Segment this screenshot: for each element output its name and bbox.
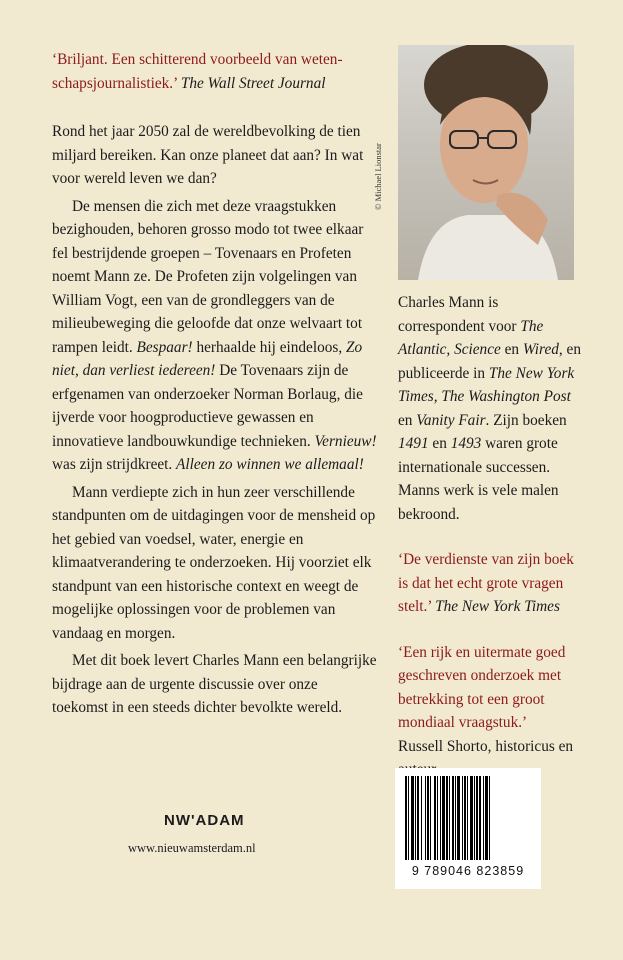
review-quote-nyt-source: The New York Times — [435, 598, 560, 615]
review-quote-shorto-text: ‘Een rijk en uitermate goed geschreven onderzoek met betrekking tot een groot mondiaal vraagstuk.’ — [398, 643, 566, 731]
blurb-p2-italic-f: Vernieuw! — [314, 432, 377, 450]
photo-credit: © Michael Lionstar — [373, 143, 383, 210]
bio-g: en — [398, 411, 413, 429]
blurb-p2-text-a: De mensen die zich met deze vraagstukken bezighouden, behoren grosso modo tot twee elkaar fel bestrijdende groepen – Tovenaars en Profeten noemt Mann ze. De Profeten zijn volgelingen van William Vogt, een van de grondleggers van de milieubeweging die geloofde dat onze welvaart tot rampen leidt. — [52, 197, 364, 356]
blurb-p2-italic-b: Bespaar! — [136, 338, 193, 356]
bio-f: The New York Times, The Washington Post — [398, 364, 575, 405]
author-bio — [398, 291, 583, 526]
review-quote-shorto-author: Russell Shorto, historicus en — [398, 737, 574, 755]
top-quote — [52, 48, 377, 95]
blurb — [52, 120, 377, 720]
blurb-paragraph-2 — [52, 195, 377, 477]
top-quote-text-2: schapsjournalistiek.’ — [52, 74, 178, 92]
bio-b: The Atlantic, Science — [398, 317, 544, 358]
author-portrait-icon — [398, 45, 574, 280]
review-quote-nyt-text: ‘De verdienste van zijn boek is dat het echt grote vragen stelt.’ — [398, 551, 574, 615]
blurb-p2-italic-d: Zo niet, dan verliest iedereen! — [52, 338, 363, 379]
bio-a: Charles Mann is correspondent voor — [398, 294, 517, 335]
author-column — [398, 291, 583, 782]
blurb-p2-text-c: herhaalde hij eindeloos, — [196, 338, 343, 356]
bio-i: . Zijn boeken — [485, 411, 567, 429]
barcode — [395, 768, 541, 889]
blurb-paragraph-3: Mann verdiepte zich in hun zeer verschillende standpunten om de uitdagingen voor de mensheid op het gebied van voedsel, water, energie en klimaatverandering te onderzoeken. Hij voorziet elk standpunt van een historische context en weegt de mogelijke oplossingen voor de problemen van vandaag en morgen. — [52, 483, 376, 642]
author-photo — [398, 45, 574, 280]
isbn-number: 9 789046 823859 — [411, 864, 525, 878]
bio-c: en — [504, 341, 520, 358]
barcode-bars — [403, 776, 533, 862]
bio-h: Vanity Fair — [416, 411, 486, 429]
bio-d: Wired — [522, 341, 559, 358]
bio-m: waren grote internationale successen. Manns werk is vele malen bekroond. — [398, 435, 559, 523]
bio-e: , en publiceerde in — [398, 341, 581, 382]
bio-j: 1491 — [398, 435, 429, 452]
blurb-p2-text-g: was zijn strijdkreet. — [52, 456, 173, 473]
publisher-logo: NW'ADAM — [164, 812, 245, 829]
bio-k: en — [432, 435, 447, 452]
review-quote-nyt — [398, 548, 583, 619]
blurb-paragraph-4: Met dit boek levert Charles Mann een belangrijke bijdrage aan de urgente discussie over onze toekomst in een steeds dichter bevolkte wereld. — [52, 652, 377, 716]
blurb-p2-italic-h: Alleen zo winnen we allemaal! — [176, 456, 364, 473]
back-cover-text — [52, 48, 377, 724]
top-quote-text-1: ‘Briljant. Een schitterend voorbeeld van weten- — [52, 51, 343, 68]
publisher-url: www.nieuwamsterdam.nl — [128, 841, 256, 855]
blurb-paragraph-1: Rond het jaar 2050 zal de wereldbevolking de tien miljard bereiken. Kan onze planeet dat aan? In wat voor wereld leven we dan? — [52, 123, 364, 187]
bio-l: 1493 — [450, 435, 482, 452]
top-quote-source: The Wall Street Journal — [180, 74, 326, 92]
review-quote-shorto — [398, 641, 583, 782]
blurb-p2-text-e: De Tovenaars zijn de erfgenamen van onderzoeker Norman Borlaug, die ijverde voor hoogproductieve gewassen en innovatieve landbouwkundige technieken. — [52, 362, 363, 450]
